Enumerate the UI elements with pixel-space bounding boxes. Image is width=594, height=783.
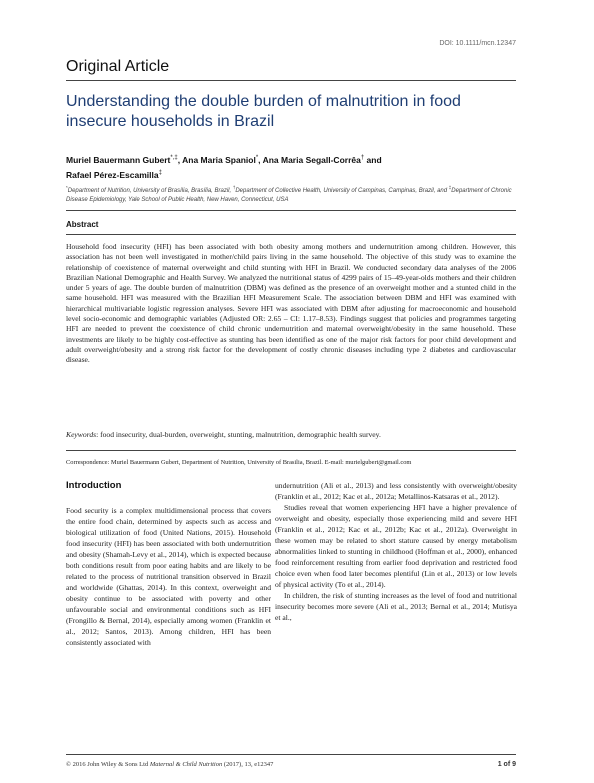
affiliation-2: Department of Collective Health, University of Campinas, Campinas, Brazil, and (235, 188, 448, 194)
copyright: © 2016 John Wiley & Sons Ltd (66, 761, 150, 768)
author-sup: *,‡ (170, 155, 178, 161)
keywords-rule (66, 450, 516, 451)
author-spaniol: , Ana Maria Spaniol (177, 154, 256, 165)
column-left (66, 480, 271, 648)
keywords-list: : food insecurity, dual-burden, overweight, stunting, malnutrition, demographic health survey. (96, 430, 381, 439)
correspondence: Correspondence: Muriel Bauermann Gubert, Department of Nutrition, University of Brasilia, Brazil. E-mail: murielgubert@gmail.com (66, 459, 412, 466)
author-sup: ‡ (158, 169, 162, 176)
journal-name: Maternal & Child Nutrition (149, 761, 223, 768)
affiliations (66, 183, 526, 205)
author-gubert: Muriel Bauermann Gubert (66, 154, 171, 165)
affiliation-sup: ‡ (448, 185, 452, 190)
affiliation-sup: † (232, 185, 236, 190)
author-sup: † (360, 155, 365, 161)
column-right (275, 480, 517, 623)
author-list (66, 152, 526, 182)
abstract-heading-rule (66, 234, 516, 235)
affiliation-3: Department of Chronic Disease Epidemiology, Yale School of Public Health, New Haven, Connecticut, USA (66, 188, 512, 203)
author-sup: * (255, 155, 259, 161)
author-segall: , Ana Maria Segall-Corrêa (258, 154, 361, 165)
abstract-heading: Abstract (66, 220, 99, 229)
citation: (2017), 13, e12347 (222, 761, 274, 768)
intro-paragraph-2: undernutrition (Ali et al., 2013) and less consistently with overweight/obesity (Franklin et al., 2012; Kac et al., 2012a; Metallinos-Katsaras et al., 2012). (275, 481, 517, 501)
footer-rule (66, 754, 516, 755)
author-perez: Rafael Pérez-Escamilla (66, 169, 159, 180)
article-title: Understanding the double burden of malnutrition in food insecure households in Brazil (66, 93, 461, 130)
author-and: and (364, 154, 382, 165)
abstract-text: Household food insecurity (HFI) has been associated with both obesity among mothers and undernutrition among children. However, this association has not been well investigated in mother/child pairs living in the same household. The objective of this study was to examine the relationship of coexistence of maternal overweight and child stunting with HFI in Brazil. We conducted secondary data analyses of the 2006 Brazilian National Demographic and Health Survey. We analyzed the nutritional status of 4299 pairs of 15–49-year-olds mothers and their children under 5 years of age. The double burden of malnutrition (DBM) was defined as the presence of an overweight mother and a stunted child in the same household. HFI was measured with the Brazilian HFI Measurement Scale. The association between DBM and HFI was examined with hierarchical multivariable logistic regression analyses. Severe HFI was associated with DBM after adjusting for macroeconomic and household level socio-economic and demographic variables (Adjusted OR: 2.65 – CI: 1.17–8.53). Findings suggest that policies and programmes targeting HFI are needed to prevent the coexistence of child chronic undernutrition and maternal overweight/obesity in the same household. These investments are likely to be highly cost-effective as stunting has been identified as one of the major risk factors for poor child development and adult overweight/obesity and a strong risk factor for the development of costly chronic diseases including type 2 diabetes and cardiovascular disease. (66, 242, 516, 365)
keywords-label: Keywords (66, 430, 97, 439)
section-type: Original Article (66, 58, 170, 75)
intro-paragraph-1: Food security is a complex multidimensional process that covers the entire food chain, determined by aspects such as access and biological utilization of food (United Nations, 2015). Household food insecurity (HFI) has been associated with both undernutrition and obesity (Shamah-Levy et al., 2014), which is expected because both conditions result from poor eating habits and are likely to be related to the process of nutritional transition observed in Brazil and worldwide (Ghattas, 2014). In this context, overweight and obesity continue to be associated with poverty and other unfavourable social and environmental conditions such as HFI (Frongillo & Bernal, 2014), especially among women (Franklin et al., 2012; Santos, 2013). Among children, HFI has been consistently associated with (66, 506, 271, 647)
intro-paragraph-4: In children, the risk of stunting increases as the level of food and nutritional insecurity becomes more severe (Ali et al., 2013; Bernal et al., 2014; Mutisya et al., (275, 591, 517, 622)
doi[interactable]: DOI: 10.1111/mcn.12347 (439, 40, 516, 47)
introduction-heading: Introduction (66, 480, 122, 491)
affiliation-sup: * (66, 185, 68, 190)
abstract-top-rule (66, 210, 516, 211)
intro-paragraph-3: Studies reveal that women experiencing HFI have a higher prevalence of overweight and obesity, especially those experiencing mild and severe HFI (Franklin et al., 2012; Kac et al., 2012b; Kac et al., 2012a). Overweight in these women may be related to short stature caused by energy metabolism abnormalities linked to stunting in childhood (Hoffman et al., 2000), enhanced food reinforcement resulting from earlier food deprivation and restricted food choice even when food later becomes plentiful (Lin et al., 2013) or low levels of physical activity (To et al., 2014). (275, 503, 517, 589)
page-footer (66, 761, 516, 768)
keywords (66, 430, 516, 440)
header-rule (66, 80, 516, 81)
affiliation-1: Department of Nutrition, University of Brasília, Brasília, Brazil, (67, 188, 232, 194)
page-number: 1 of 9 (497, 761, 516, 768)
